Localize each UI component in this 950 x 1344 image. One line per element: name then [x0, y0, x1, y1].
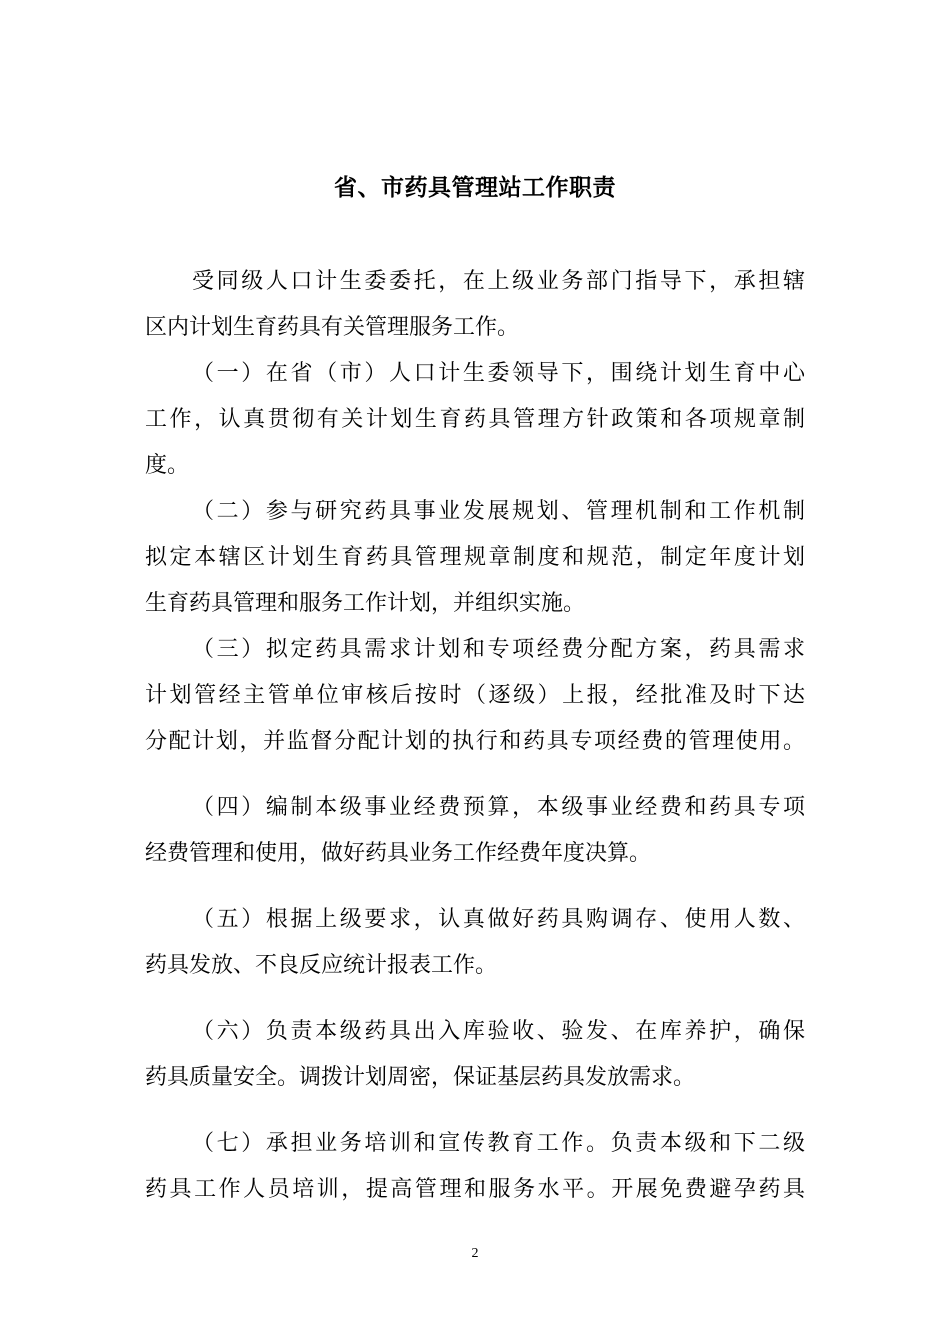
document-title: 省、市药具管理站工作职责: [334, 175, 616, 201]
body-line: （七）承担业务培训和宣传教育工作。负责本级和下二级: [192, 1131, 805, 1156]
body-line: 拟定本辖区计划生育药具管理规章制度和规范，制定年度计划: [145, 545, 805, 570]
body-line: 受同级人口计生委委托，在上级业务部门指导下，承担辖: [192, 269, 805, 294]
body-line: 度。: [145, 453, 190, 478]
body-line: （三）拟定药具需求计划和专项经费分配方案，药具需求: [192, 637, 805, 662]
body-line: （六）负责本级药具出入库验收、验发、在库养护，确保: [192, 1019, 805, 1044]
body-line: 计划管经主管单位审核后按时（逐级）上报，经批准及时下达: [145, 683, 805, 708]
body-line: 工作，认真贯彻有关计划生育药具管理方针政策和各项规章制: [145, 407, 805, 432]
body-line: （一）在省（市）人口计生委领导下，围绕计划生育中心: [192, 361, 805, 386]
body-line: 经费管理和使用，做好药具业务工作经费年度决算。: [145, 841, 652, 866]
body-line: （二）参与研究药具事业发展规划、管理机制和工作机制: [192, 499, 805, 524]
page-number: 2: [471, 1246, 479, 1261]
body-line: （五）根据上级要求，认真做好药具购调存、使用人数、: [192, 907, 805, 932]
body-line: 生育药具管理和服务工作计划，并组织实施。: [145, 591, 586, 616]
body-line: 药具发放、不良反应统计报表工作。: [145, 953, 498, 978]
body-line: 分配计划，并监督分配计划的执行和药具专项经费的管理使用。: [145, 729, 805, 754]
body-line: （四）编制本级事业经费预算，本级事业经费和药具专项: [192, 795, 805, 820]
body-line: 药具质量安全。调拨计划周密，保证基层药具发放需求。: [145, 1065, 696, 1090]
body-line: 区内计划生育药具有关管理服务工作。: [145, 315, 520, 340]
body-line: 药具工作人员培训，提高管理和服务水平。开展免费避孕药具: [145, 1177, 805, 1202]
